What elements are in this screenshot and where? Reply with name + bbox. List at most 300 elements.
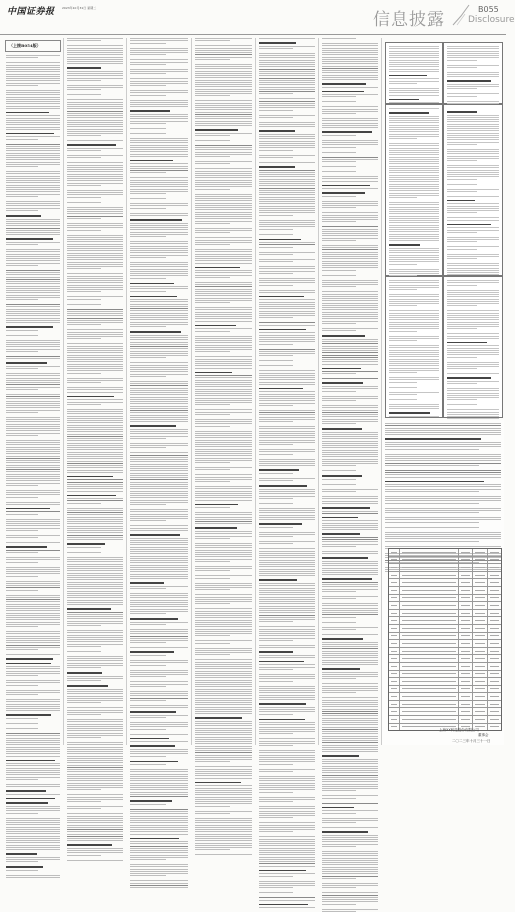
text-line (259, 302, 315, 303)
text-line (447, 65, 499, 66)
text-line (130, 436, 188, 437)
cell-text-line (490, 704, 500, 705)
text-line (67, 566, 123, 567)
text-line (195, 118, 252, 119)
table-cell (400, 678, 459, 685)
text-line (67, 418, 123, 419)
text-line (195, 135, 230, 136)
text-line (259, 588, 315, 589)
text-line (322, 544, 378, 545)
article-heading (389, 244, 420, 246)
text-line (130, 556, 188, 557)
text-line (6, 153, 60, 154)
cell-text-line (490, 620, 500, 621)
text-line (322, 70, 378, 71)
text-line (195, 556, 252, 557)
continued-label: （上接B054版） (5, 40, 61, 52)
text-line (130, 855, 188, 856)
table-cell (473, 678, 488, 685)
text-line (259, 873, 315, 874)
cell-text-line (475, 635, 485, 636)
text-line (67, 282, 123, 283)
text-line (259, 53, 315, 54)
text-line (195, 538, 230, 539)
text-line (322, 59, 378, 60)
text-line (130, 145, 188, 146)
text-line (389, 282, 439, 283)
table-row (389, 716, 501, 724)
text-line (67, 486, 123, 487)
text-line (259, 759, 315, 760)
text-line (130, 203, 188, 204)
cell-text-line (461, 643, 471, 644)
text-column-1 (3, 38, 64, 745)
text-line (67, 753, 123, 754)
article-heading (259, 296, 304, 298)
text-line (322, 75, 378, 76)
text-line (259, 382, 315, 383)
article-heading (322, 557, 368, 559)
text-line (6, 836, 60, 837)
article-heading (389, 75, 427, 77)
text-line (6, 344, 60, 345)
text-line (322, 646, 378, 647)
text-line (195, 214, 252, 215)
text-line (67, 280, 123, 281)
text-line (259, 461, 315, 462)
text-line (259, 332, 315, 333)
text-line (130, 362, 188, 363)
text-line (130, 528, 188, 529)
article-heading (322, 533, 360, 535)
text-line (322, 386, 378, 387)
section-title: 信息披露 (373, 10, 445, 30)
text-line (195, 263, 252, 264)
text-line (130, 665, 166, 666)
text-line (389, 392, 439, 393)
text-line (6, 576, 38, 577)
text-line (130, 852, 188, 853)
table-row (389, 633, 501, 641)
text-line (195, 797, 252, 798)
text-line (130, 551, 188, 552)
text-line (259, 761, 315, 762)
text-line (389, 399, 417, 400)
text-line (259, 480, 293, 481)
text-line (67, 635, 123, 636)
text-line (322, 751, 378, 752)
text-line (195, 803, 252, 804)
text-line (259, 317, 293, 318)
text-line (447, 258, 477, 259)
text-line (67, 726, 123, 727)
text-line (6, 176, 60, 177)
text-line (6, 617, 60, 618)
text-line (259, 608, 315, 609)
text-line (130, 346, 188, 347)
text-line (67, 291, 101, 292)
text-line (130, 52, 188, 53)
text-line (195, 845, 252, 846)
text-line (322, 465, 356, 466)
text-line (322, 300, 378, 301)
text-line (130, 468, 188, 469)
text-line (259, 724, 315, 725)
text-line (67, 285, 123, 286)
signature-board: 董事会 (478, 733, 489, 737)
text-line (130, 299, 188, 300)
text-line (195, 184, 252, 185)
text-line (6, 205, 60, 206)
text-line (322, 270, 356, 271)
cell-text-line (461, 704, 471, 705)
text-line (6, 845, 60, 846)
text-line (6, 322, 60, 323)
text-line (195, 617, 252, 618)
text-line (67, 762, 123, 763)
text-line (259, 615, 315, 616)
article-heading (6, 508, 50, 510)
table-cell (459, 579, 474, 586)
text-line (322, 219, 378, 220)
text-line (259, 271, 315, 272)
text-line (67, 721, 123, 722)
text-line (130, 574, 188, 575)
text-line (259, 727, 315, 728)
cell-text-line (475, 613, 485, 614)
article-heading (322, 755, 359, 757)
text-line (195, 321, 252, 322)
text-line (259, 769, 315, 770)
text-line (130, 371, 188, 372)
cell-text-line (391, 628, 397, 629)
text-line (447, 144, 477, 145)
text-line (195, 389, 252, 390)
text-line (67, 322, 123, 323)
text-line (322, 803, 378, 804)
text-line (130, 631, 188, 632)
text-line (6, 115, 60, 116)
text-line (130, 48, 188, 49)
text-line (447, 48, 499, 49)
text-line (67, 498, 123, 499)
text-line (130, 339, 188, 340)
text-line (6, 419, 60, 420)
text-line (195, 123, 252, 124)
text-line (195, 843, 252, 844)
text-line (195, 223, 230, 224)
article-heading (385, 481, 484, 483)
text-line (130, 794, 188, 795)
text-line (389, 326, 439, 327)
text-line (259, 876, 293, 877)
text-line (67, 287, 123, 288)
text-line (259, 226, 315, 227)
text-line (259, 699, 315, 700)
text-line (130, 846, 188, 847)
text-line (259, 667, 315, 668)
text-line (259, 813, 315, 814)
article-heading (447, 200, 475, 202)
table-cell (389, 693, 400, 700)
text-line (389, 416, 439, 417)
text-line (6, 813, 38, 814)
cell-text-line (490, 696, 500, 697)
text-line (385, 432, 501, 433)
text-line (67, 482, 123, 483)
table-cell (459, 557, 474, 564)
text-line (195, 412, 252, 413)
text-line (67, 838, 123, 839)
text-line (259, 433, 315, 434)
text-line (195, 312, 252, 313)
text-line (67, 834, 123, 835)
text-line (259, 351, 315, 352)
text-line (322, 391, 356, 392)
text-line (67, 402, 123, 403)
text-line (67, 614, 123, 615)
text-line (6, 460, 60, 461)
text-line (195, 652, 252, 653)
text-line (195, 258, 252, 259)
text-line (130, 660, 188, 661)
table-row (389, 648, 501, 656)
text-line (259, 145, 315, 146)
text-line (322, 298, 378, 299)
text-line (6, 485, 38, 486)
table-cell (389, 716, 400, 723)
article-heading (6, 362, 47, 364)
text-line (130, 138, 188, 139)
table-cell (488, 595, 502, 602)
cell-text-line (402, 704, 456, 705)
text-line (389, 359, 439, 360)
text-line (322, 883, 378, 884)
text-line (322, 140, 378, 141)
text-line (447, 217, 499, 218)
text-line (389, 315, 439, 316)
text-line (447, 212, 477, 213)
table-cell (488, 579, 502, 586)
cell-text-line (475, 575, 485, 576)
text-line (67, 427, 123, 428)
text-line (447, 292, 499, 293)
text-line (6, 528, 60, 529)
text-line (67, 568, 123, 569)
text-line (385, 486, 501, 487)
text-line (67, 311, 123, 312)
text-line (195, 552, 252, 553)
article-heading (67, 543, 105, 545)
cell-text-line (475, 559, 485, 560)
text-line (259, 566, 315, 567)
text-line (130, 880, 188, 881)
text-line (67, 517, 123, 518)
table-row (389, 686, 501, 694)
text-line (259, 517, 315, 518)
text-line (389, 372, 417, 373)
text-line (6, 150, 60, 151)
text-line (6, 306, 60, 307)
text-line (259, 412, 315, 413)
text-line (389, 257, 439, 258)
text-line (259, 285, 293, 286)
text-line (195, 773, 252, 774)
text-line (6, 456, 60, 457)
text-line (259, 707, 315, 708)
text-line (130, 445, 188, 446)
cell-text-line (402, 575, 456, 576)
text-line (67, 334, 123, 335)
text-line (195, 270, 252, 271)
text-line (259, 261, 293, 262)
text-line (259, 93, 293, 94)
text-line (447, 60, 477, 61)
text-line (67, 783, 123, 784)
text-line (195, 622, 252, 623)
article-heading (67, 685, 108, 687)
text-line (322, 63, 378, 64)
text-line (130, 553, 188, 554)
text-line (130, 257, 166, 258)
text-line (389, 186, 439, 187)
table-cell (459, 716, 474, 723)
text-line (130, 629, 188, 630)
text-line (6, 85, 38, 86)
text-line (259, 398, 315, 399)
text-line (259, 98, 315, 99)
text-line (67, 797, 123, 798)
table-cell (400, 633, 459, 640)
text-line (130, 789, 188, 790)
text-line (259, 606, 315, 607)
text-line (6, 666, 60, 667)
table-row (389, 602, 501, 610)
text-line (6, 492, 60, 493)
text-line (67, 387, 123, 388)
text-line (130, 271, 188, 272)
text-line (259, 459, 315, 460)
text-line (130, 530, 188, 531)
text-line (322, 176, 378, 177)
text-line (322, 596, 378, 597)
text-line (447, 399, 477, 400)
text-line (322, 904, 356, 905)
text-line (67, 120, 123, 121)
text-line (259, 437, 315, 438)
text-line (259, 825, 315, 826)
text-line (130, 390, 188, 391)
text-line (447, 315, 499, 316)
text-line (67, 218, 101, 219)
text-line (259, 290, 315, 291)
text-line (259, 410, 315, 411)
text-line (67, 767, 123, 768)
text-line (259, 147, 315, 148)
text-line (447, 322, 499, 323)
text-line (67, 808, 101, 809)
text-line (130, 473, 188, 474)
table-cell (389, 602, 400, 609)
text-line (6, 673, 60, 674)
cell-text-line (391, 719, 397, 720)
text-line (447, 301, 499, 302)
text-line (67, 579, 123, 580)
text-line (259, 360, 293, 361)
text-line (259, 510, 315, 511)
text-line (322, 697, 378, 698)
text-line (389, 204, 439, 205)
text-line (195, 200, 252, 201)
text-line (6, 624, 60, 625)
text-line (195, 675, 252, 676)
text-line (130, 827, 188, 828)
text-line (67, 452, 123, 453)
text-line (447, 305, 477, 306)
text-line (130, 809, 188, 810)
text-line (67, 700, 123, 701)
text-line (195, 806, 230, 807)
text-line (195, 196, 252, 197)
text-line (130, 106, 188, 107)
text-line (6, 840, 60, 841)
text-line (67, 632, 123, 633)
text-line (322, 851, 378, 852)
text-line (6, 330, 38, 331)
text-line (259, 242, 315, 243)
text-column-4 (192, 38, 256, 745)
text-line (322, 892, 378, 893)
text-line (259, 714, 293, 715)
text-line (67, 678, 123, 679)
text-line (322, 617, 356, 618)
text-line (195, 728, 252, 729)
text-line (6, 173, 60, 174)
text-line (447, 174, 499, 175)
text-line (130, 419, 188, 420)
text-line (389, 269, 439, 270)
text-line (130, 818, 188, 819)
text-line (6, 827, 60, 828)
text-line (389, 229, 439, 230)
text-line (322, 215, 378, 216)
text-line (130, 241, 188, 242)
text-line (259, 84, 315, 85)
text-line (130, 102, 188, 103)
text-line (6, 490, 60, 491)
text-line (447, 348, 499, 349)
article-heading (259, 239, 301, 241)
text-line (259, 478, 315, 479)
table-cell (389, 640, 400, 647)
text-line (195, 587, 252, 588)
text-line (195, 442, 252, 443)
text-line (259, 722, 315, 723)
text-line (389, 51, 439, 52)
text-line (259, 215, 293, 216)
text-line (6, 373, 60, 374)
table-cell (400, 595, 459, 602)
text-line (6, 562, 38, 563)
text-line (322, 254, 378, 255)
text-line (195, 585, 252, 586)
article-heading (130, 110, 170, 112)
text-line (130, 319, 188, 320)
text-line (6, 504, 60, 505)
text-line (195, 822, 252, 823)
text-line (6, 675, 38, 676)
text-line (259, 57, 315, 58)
